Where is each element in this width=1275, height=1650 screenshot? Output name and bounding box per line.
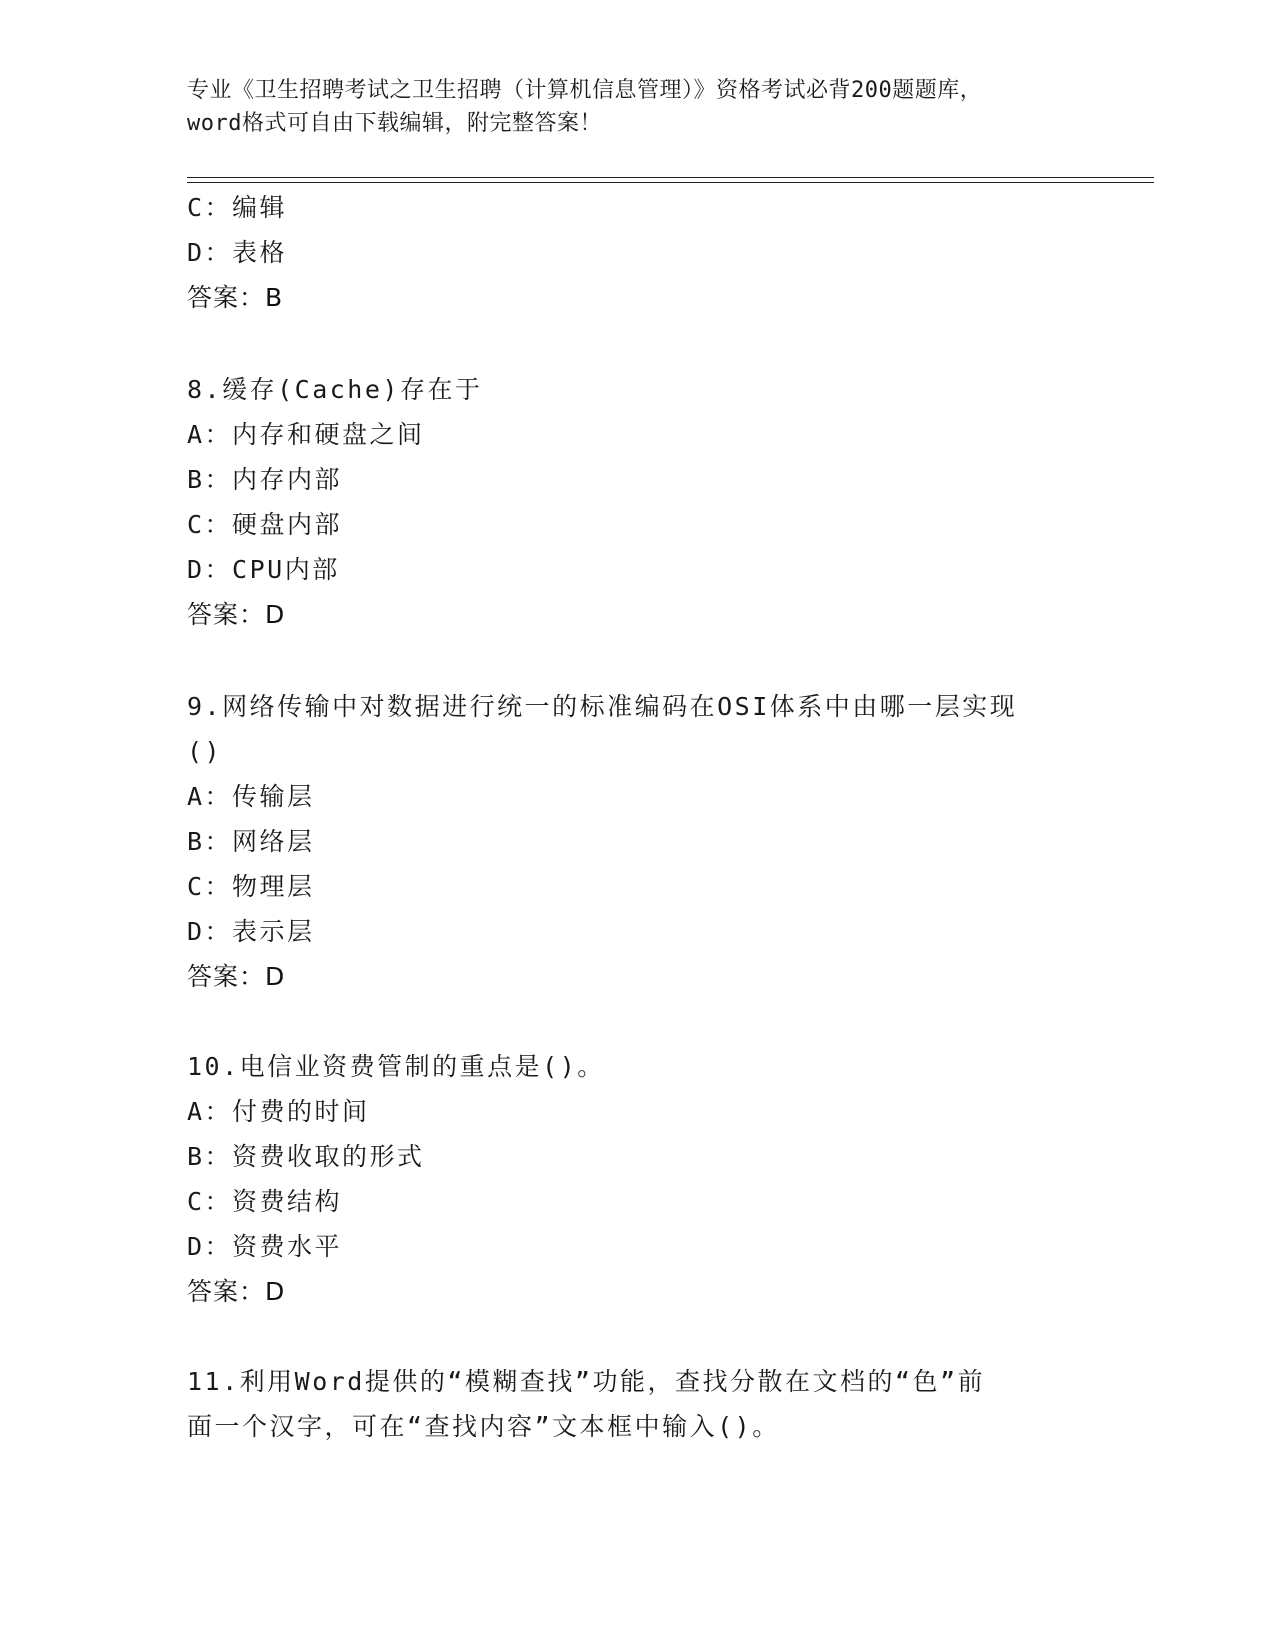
q9-option-a: A：传输层: [187, 782, 315, 811]
q10-stem: 10.电信业资费管制的重点是()。: [187, 1052, 605, 1081]
q10-answer: 答案：D: [187, 1277, 286, 1306]
q10-option-b: B：资费收取的形式: [187, 1142, 425, 1171]
header-title-line-2: word格式可自由下载编辑，附完整答案！: [187, 111, 602, 136]
q11-stem-line-2: 面一个汉字，可在“查找内容”文本框中输入()。: [187, 1412, 780, 1441]
q9-option-c: C：物理层: [187, 872, 315, 901]
q8-option-d: D：CPU内部: [187, 555, 340, 584]
q9-option-d: D：表示层: [187, 917, 315, 946]
q8-option-a: A：内存和硬盘之间: [187, 420, 425, 449]
q10-option-c: C：资费结构: [187, 1187, 343, 1216]
q11-stem-line-1: 11.利用Word提供的“模糊查找”功能，查找分散在文档的“色”前: [187, 1367, 986, 1396]
q8-option-c: C：硬盘内部: [187, 510, 343, 539]
prev-option-c: C：编辑: [187, 193, 288, 222]
q9-option-b: B：网络层: [187, 827, 315, 856]
q10-option-d: D：资费水平: [187, 1232, 343, 1261]
prev-option-d: D：表格: [187, 238, 288, 267]
document-header: [187, 74, 1087, 140]
header-title-line-1: 专业《卫生招聘考试之卫生招聘（计算机信息管理）》资格考试必背200题题库，: [187, 78, 983, 103]
q8-stem: 8.缓存(Cache)存在于: [187, 375, 483, 404]
header-rule-top: [187, 177, 1154, 178]
q9-stem-line-1: 9.网络传输中对数据进行统一的标准编码在OSI体系中由哪一层实现: [187, 692, 1018, 721]
q9-answer: 答案：D: [187, 962, 286, 991]
q8-answer: 答案：D: [187, 600, 286, 629]
q9-stem-line-2: (): [187, 737, 223, 766]
header-rule-bottom: [187, 182, 1154, 183]
q10-option-a: A：付费的时间: [187, 1097, 370, 1126]
q8-option-b: B：内存内部: [187, 465, 343, 494]
prev-answer: 答案：B: [187, 283, 284, 312]
